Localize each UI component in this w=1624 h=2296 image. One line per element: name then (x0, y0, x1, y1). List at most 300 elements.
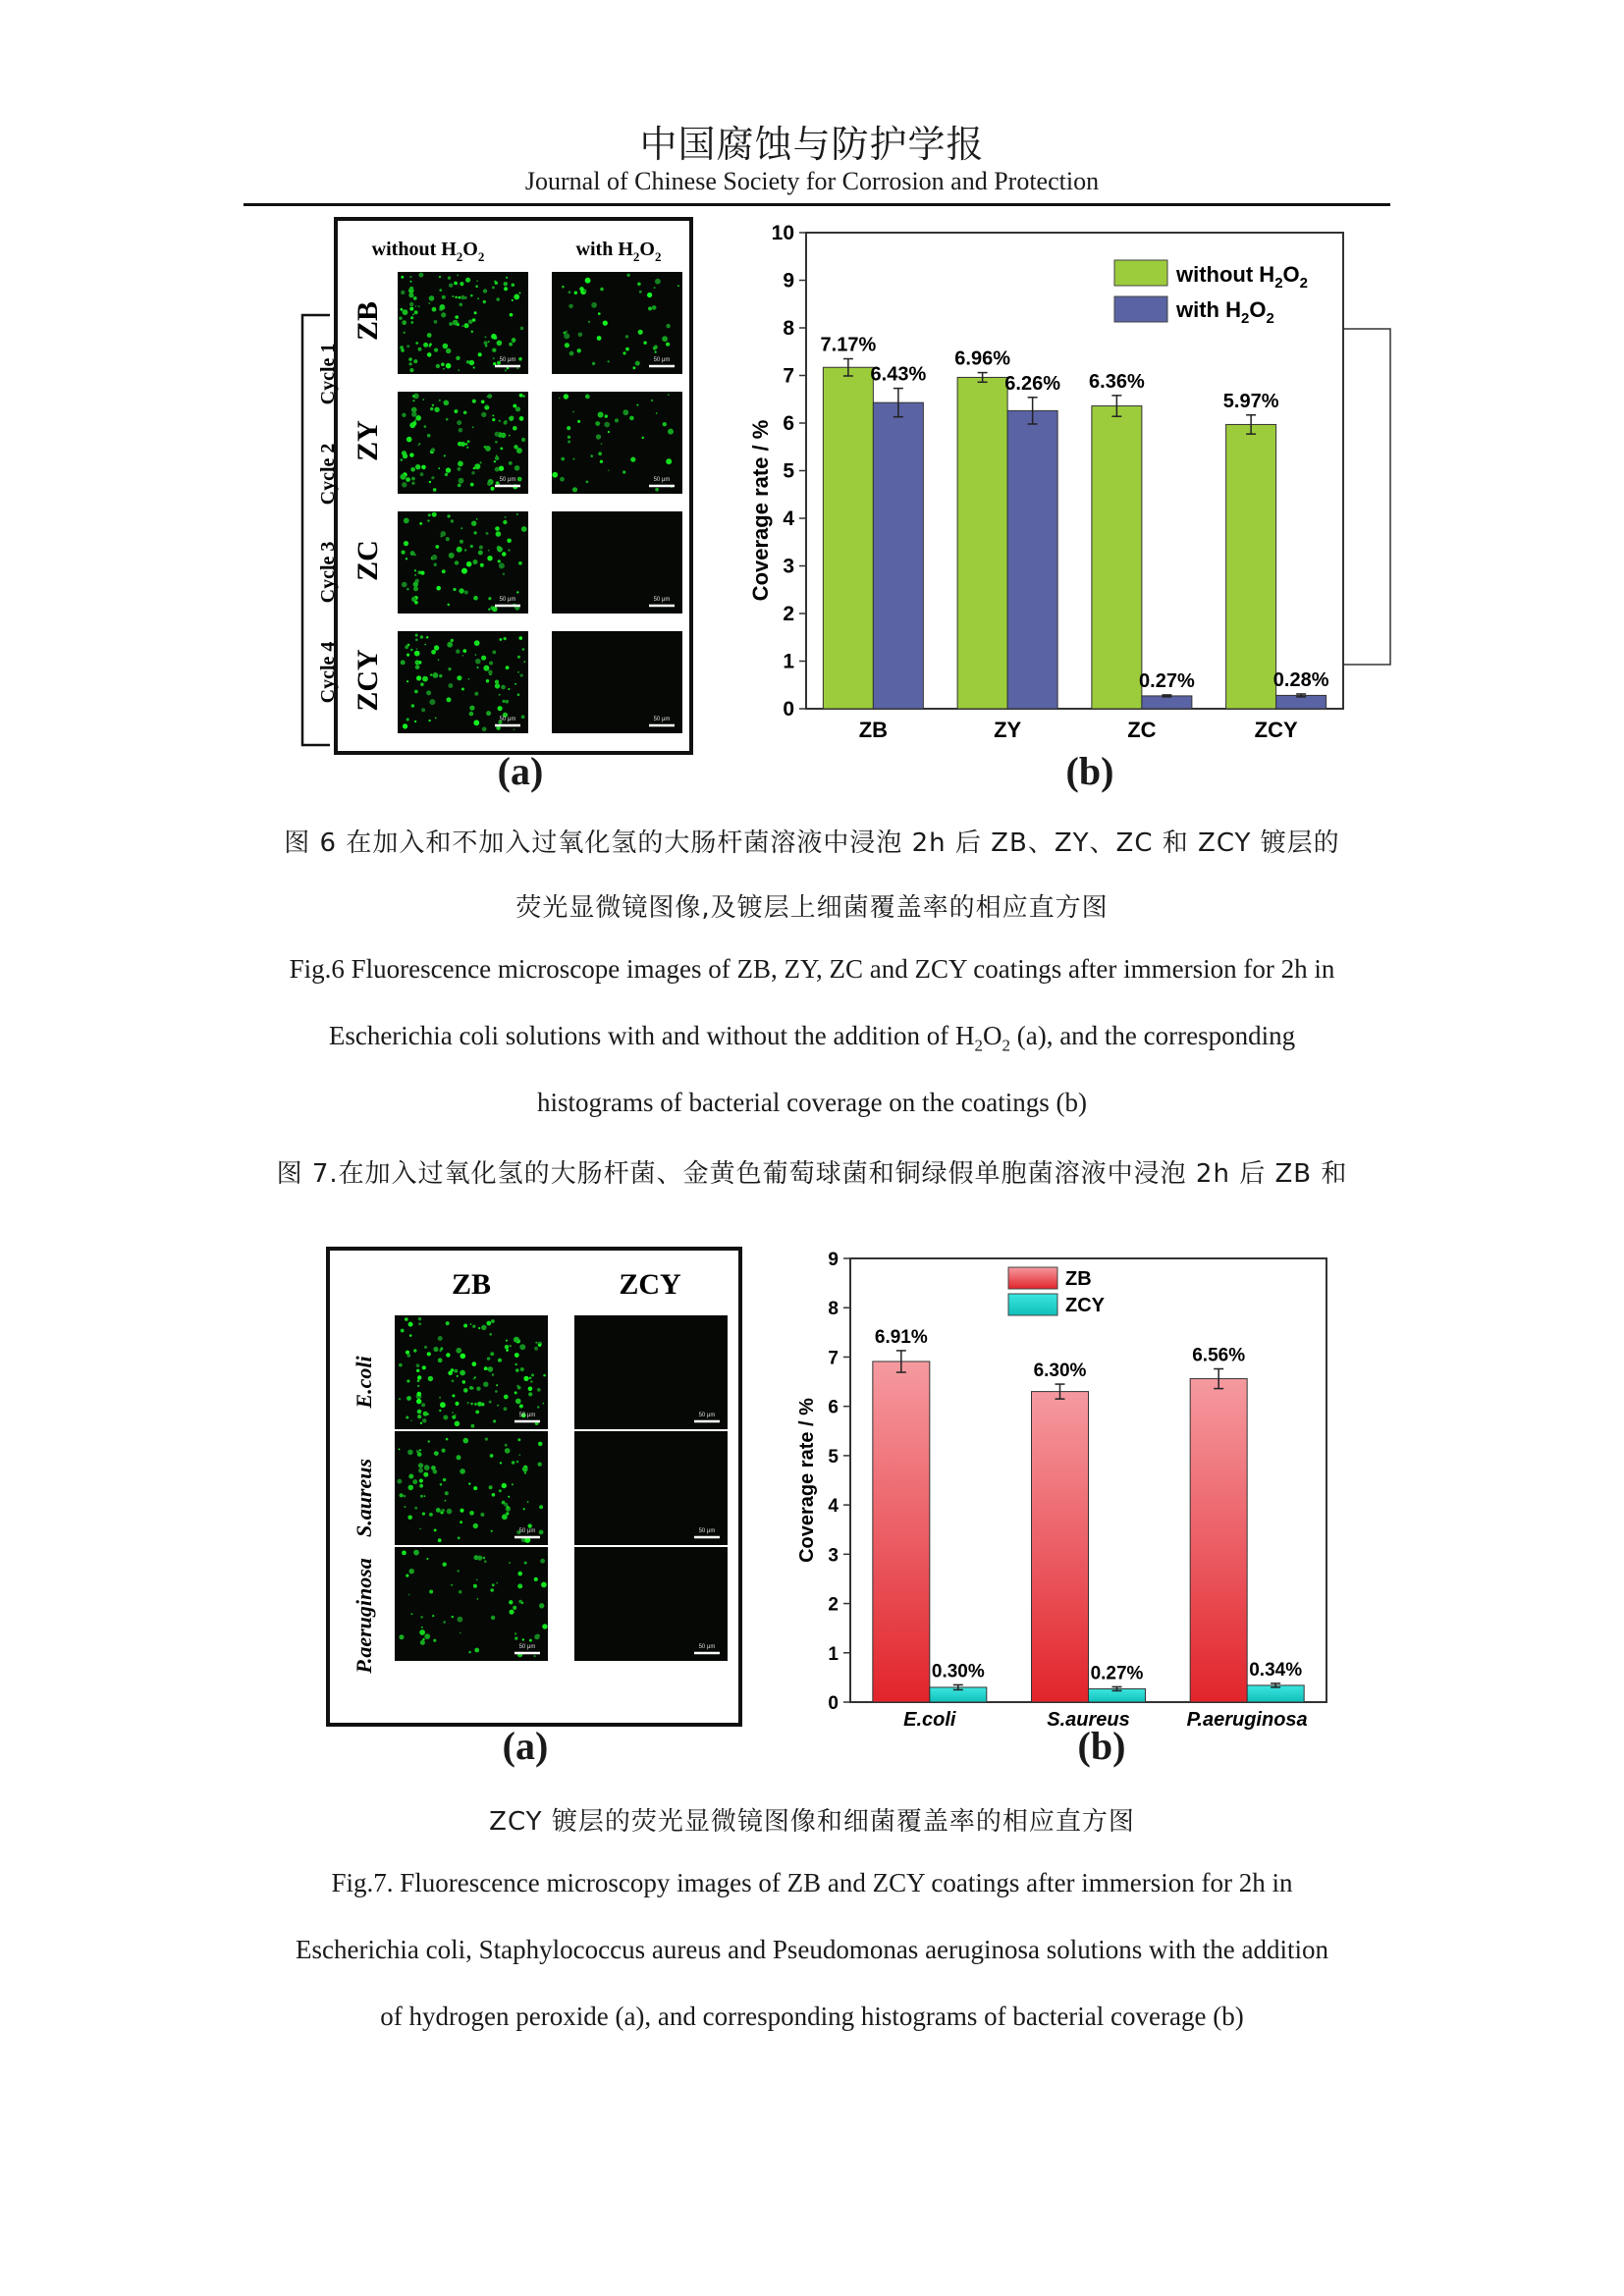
bacteria-dot (499, 420, 501, 422)
bacteria-dot (451, 639, 454, 642)
bacteria-dot (465, 443, 467, 445)
bacteria-dot (503, 700, 506, 703)
bacteria-dot (441, 362, 445, 366)
bacteria-dot (431, 448, 435, 452)
bacteria-dot (446, 1321, 450, 1325)
bacteria-dot (462, 649, 466, 653)
data-label: 6.56% (1192, 1345, 1246, 1366)
bacteria-dot (481, 1403, 485, 1407)
fig7-panel-a-label: (a) (502, 1724, 549, 1768)
bacteria-dot (528, 1392, 532, 1396)
y-tick-label: 10 (771, 222, 794, 244)
bar-with-h2o2 (1142, 696, 1192, 709)
x-category-label: E.coli (903, 1709, 956, 1731)
bacteria-dot (492, 607, 498, 613)
bacteria-dot (409, 453, 413, 456)
bacteria-dot (509, 1562, 511, 1564)
bacteria-dot (495, 456, 499, 460)
bacteria-dot (459, 478, 464, 484)
y-tick-label: 8 (783, 317, 794, 340)
bacteria-dot (434, 407, 439, 412)
bar-with-h2o2 (873, 402, 923, 709)
bar-zb (1190, 1379, 1247, 1702)
bacteria-dot (415, 665, 420, 669)
bacteria-dot (399, 1449, 401, 1451)
journal-title-en: Journal of Chinese Society for Corrosion and Protection (524, 167, 1100, 195)
bacteria-dot (515, 1363, 517, 1365)
bacteria-dot (485, 446, 491, 452)
bacteria-dot (424, 644, 426, 646)
bacteria-dot (564, 394, 568, 399)
bacteria-dot (648, 306, 652, 310)
y-tick-label: 1 (783, 650, 794, 673)
bar-zb (873, 1362, 930, 1702)
bacteria-dot (534, 1655, 536, 1657)
bacteria-dot (522, 1638, 524, 1640)
bacteria-dot (444, 400, 450, 406)
bacteria-dot (521, 715, 525, 719)
bacteria-dot (605, 414, 608, 417)
bacteria-dot (453, 588, 456, 591)
bacteria-dot (523, 1508, 525, 1510)
bacteria-dot (419, 1629, 425, 1635)
bacteria-dot (512, 284, 515, 288)
bacteria-dot (470, 483, 474, 487)
bar-without-h2o2 (957, 377, 1007, 709)
bacteria-dot (499, 694, 501, 696)
bacteria-dot (443, 1563, 447, 1567)
bacteria-dot (413, 582, 418, 587)
bacteria-dot (429, 1513, 433, 1517)
bacteria-dot (490, 1588, 494, 1592)
bacteria-dot (414, 574, 416, 576)
bacteria-dot (401, 474, 406, 480)
bacteria-dot (503, 573, 505, 575)
bacteria-dot (496, 1582, 498, 1584)
bacteria-dot (460, 1632, 461, 1634)
bacteria-dot (458, 1570, 460, 1572)
bacteria-dot (414, 721, 416, 722)
bacteria-dot (468, 1482, 470, 1484)
scale-bar-label: 50 μm (499, 357, 516, 363)
bacteria-dot (578, 333, 583, 338)
bacteria-dot (435, 545, 439, 549)
bacteria-dot (440, 1347, 443, 1350)
y-tick-label: 5 (783, 459, 794, 483)
bacteria-dot (482, 727, 487, 732)
bacteria-dot (505, 1448, 511, 1454)
bacteria-dot (420, 1422, 422, 1424)
bacteria-dot (410, 551, 415, 556)
bacteria-dot (438, 1538, 442, 1542)
bacteria-dot (506, 700, 510, 704)
bacteria-dot (432, 555, 438, 561)
bacteria-dot (456, 1348, 461, 1354)
bacteria-dot (595, 421, 600, 426)
y-tick-label: 1 (828, 1643, 839, 1665)
bacteria-dot (474, 311, 477, 314)
scale-bar-label: 50 μm (653, 717, 671, 722)
bacteria-dot (427, 519, 429, 521)
bacteria-dot (504, 637, 507, 640)
fig7-col-zcy: ZCY (619, 1268, 681, 1301)
bacteria-dot (408, 293, 413, 297)
bacteria-dot (474, 1648, 479, 1653)
bacteria-dot (615, 418, 619, 422)
bacteria-dot (421, 465, 426, 470)
bacteria-dot (406, 718, 409, 721)
bacteria-dot (487, 482, 491, 486)
bacteria-dot (458, 467, 461, 471)
bacteria-dot (495, 526, 500, 531)
x-category-label: S.aureus (1047, 1709, 1130, 1731)
bacteria-dot (445, 1500, 447, 1502)
bacteria-dot (515, 1399, 521, 1405)
bacteria-dot (403, 454, 407, 458)
bacteria-dot (447, 1509, 453, 1515)
bacteria-dot (408, 1594, 410, 1596)
bacteria-dot (454, 282, 458, 286)
bacteria-dot (401, 660, 406, 665)
bacteria-dot (513, 404, 516, 408)
data-label: 7.17% (820, 334, 877, 356)
bacteria-dot (476, 1387, 480, 1391)
bacteria-dot (489, 1333, 492, 1336)
bacteria-dot (514, 1632, 516, 1634)
bacteria-dot (492, 651, 496, 655)
data-label: 6.96% (954, 347, 1010, 370)
y-tick-label: 6 (783, 412, 794, 435)
bacteria-dot (473, 366, 475, 368)
bacteria-dot (443, 344, 449, 349)
bacteria-dot (465, 278, 470, 283)
bacteria-dot (471, 521, 476, 526)
bacteria-dot (542, 1403, 544, 1405)
bacteria-dot (489, 1485, 493, 1489)
bacteria-dot (434, 1451, 439, 1456)
bacteria-dot (662, 336, 668, 342)
bacteria-dot (493, 362, 496, 365)
bacteria-dot (488, 609, 490, 611)
bacteria-dot (436, 364, 440, 368)
bacteria-dot (508, 688, 510, 690)
bacteria-dot (410, 281, 412, 283)
bacteria-dot (474, 531, 477, 534)
bacteria-dot (399, 1398, 401, 1400)
bacteria-dot (460, 527, 462, 529)
bacteria-dot (415, 464, 420, 469)
bacteria-dot (432, 404, 434, 406)
bacteria-dot (572, 458, 574, 460)
bacteria-dot (433, 1347, 438, 1352)
scale-bar-label: 50 μm (518, 1528, 536, 1534)
bacteria-dot (406, 1575, 408, 1577)
bacteria-dot (423, 1472, 428, 1477)
bacteria-dot (401, 291, 405, 294)
bacteria-dot (500, 448, 503, 451)
bacteria-dot (447, 514, 450, 517)
bacteria-dot (529, 1377, 532, 1380)
bacteria-dot (408, 1485, 414, 1491)
bacteria-dot (449, 322, 453, 326)
bacteria-dot (666, 343, 670, 347)
bacteria-dot (452, 1379, 455, 1382)
bacteria-dot (436, 586, 441, 591)
bacteria-dot (668, 429, 674, 435)
bacteria-dot (529, 1639, 532, 1642)
bacteria-dot (474, 1376, 476, 1378)
bacteria-dot (415, 660, 420, 665)
bacteria-dot (652, 305, 657, 310)
bacteria-dot (579, 287, 583, 291)
bacteria-dot (524, 1471, 526, 1473)
bacteria-dot (635, 361, 640, 366)
x-category-label: ZY (994, 718, 1022, 742)
fig7-caption-cn-1: 图 7.在加入过氧化氢的大肠杆菌、金黄色葡萄球菌和铜绿假单胞菌溶液中浸泡 2h 后 ZB 和 (276, 1159, 1348, 1189)
bacteria-dot (436, 1508, 441, 1513)
bacteria-dot (441, 1509, 445, 1513)
bacteria-dot (467, 1402, 469, 1404)
bacteria-dot (608, 431, 610, 433)
x-category-label: P.aeruginosa (1186, 1709, 1308, 1731)
bacteria-dot (505, 1444, 508, 1447)
bacteria-dot (492, 1373, 494, 1375)
bacteria-dot (463, 411, 467, 415)
bacteria-dot (484, 1366, 488, 1370)
bacteria-dot (492, 1493, 496, 1497)
bacteria-dot (445, 1491, 449, 1495)
bacteria-dot (424, 1346, 427, 1349)
bacteria-dot (474, 463, 480, 469)
bacteria-dot (504, 1407, 508, 1411)
bacteria-dot (418, 1322, 421, 1325)
scale-bar-label: 50 μm (499, 597, 516, 603)
bacteria-dot (463, 296, 466, 299)
bacteria-dot (598, 312, 601, 315)
data-label: 6.91% (874, 1326, 928, 1348)
bacteria-dot (568, 304, 573, 309)
x-category-label: ZCY (1254, 718, 1298, 742)
cycle-label-4: Cycle 4 (317, 641, 339, 704)
bacteria-dot (427, 333, 432, 338)
bacteria-dot (411, 482, 414, 485)
bacteria-dot (443, 368, 445, 370)
bacteria-dot (486, 532, 489, 535)
bacteria-dot (487, 394, 492, 399)
bacteria-dot (501, 433, 507, 439)
bacteria-dot (440, 304, 446, 310)
bacteria-dot (473, 1523, 478, 1528)
bacteria-dot (572, 487, 577, 492)
bacteria-dot (442, 1449, 446, 1453)
bacteria-dot (508, 1496, 510, 1498)
bacteria-dot (401, 276, 404, 279)
bacteria-dot (490, 1352, 494, 1356)
bacteria-dot (418, 1468, 423, 1473)
bacteria-dot (534, 1634, 539, 1639)
bacteria-dot (413, 1550, 419, 1556)
bacteria-dot (473, 1486, 477, 1490)
row-label-zy: ZY (352, 420, 384, 461)
bacteria-dot (409, 302, 413, 306)
bacteria-dot (625, 347, 629, 351)
bacteria-dot (473, 720, 479, 725)
bacteria-dot (489, 662, 493, 666)
y-tick-label: 4 (828, 1496, 839, 1518)
bacteria-dot (442, 295, 446, 299)
bacteria-dot (585, 278, 591, 284)
bacteria-dot (520, 1367, 524, 1371)
bacteria-dot (512, 1483, 514, 1485)
bacteria-dot (478, 352, 482, 356)
bacteria-dot (446, 1353, 450, 1357)
header-rule (244, 203, 1390, 206)
bacteria-dot (417, 1410, 422, 1415)
bacteria-dot (399, 1363, 403, 1367)
y-tick-label: 3 (783, 555, 794, 578)
bacteria-dot (434, 1529, 437, 1532)
bacteria-dot (455, 1402, 459, 1406)
bacteria-dot (591, 302, 597, 308)
bacteria-dot (434, 320, 438, 324)
bacteria-dot (520, 327, 524, 331)
bacteria-dot (406, 1351, 409, 1355)
bacteria-dot (458, 484, 461, 488)
bacteria-dot (420, 1495, 423, 1498)
bacteria-dot (462, 655, 464, 657)
bacteria-dot (476, 280, 478, 282)
bacteria-dot (473, 596, 478, 601)
bacteria-dot (490, 1454, 494, 1458)
bacteria-dot (509, 1610, 514, 1615)
bacteria-dot (483, 289, 487, 293)
bacteria-dot (519, 394, 523, 398)
bacteria-dot (499, 1489, 502, 1492)
bacteria-dot (451, 519, 454, 522)
bacteria-dot (416, 1363, 420, 1367)
bacteria-dot (475, 659, 481, 665)
bacteria-dot (459, 296, 461, 299)
bacteria-dot (422, 1365, 426, 1369)
bacteria-dot (449, 553, 455, 559)
bacteria-dot (428, 720, 430, 721)
bacteria-dot (439, 1397, 441, 1399)
y-tick-label: 7 (828, 1348, 839, 1369)
bacteria-dot (446, 1438, 449, 1441)
bacteria-dot (420, 1616, 423, 1619)
bacteria-dot (460, 303, 463, 307)
bacteria-dot (409, 362, 412, 365)
bacteria-dot (469, 712, 474, 717)
bacteria-dot (448, 604, 451, 607)
bacteria-dot (585, 395, 590, 400)
bacteria-dot (401, 308, 404, 311)
bacteria-dot (417, 1392, 422, 1397)
bacteria-dot (428, 513, 431, 516)
bacteria-dot (445, 473, 448, 476)
bacteria-dot (560, 477, 565, 482)
bacteria-dot (481, 400, 485, 404)
bacteria-dot (414, 601, 418, 605)
bacteria-dot (528, 1387, 533, 1392)
scale-bar-label: 50 μm (518, 1644, 536, 1650)
bar-without-h2o2 (1092, 406, 1142, 709)
bacteria-dot (427, 352, 432, 357)
bacteria-dot (448, 276, 451, 279)
bacteria-dot (481, 412, 486, 417)
bacteria-dot (514, 1337, 519, 1343)
bacteria-dot (406, 588, 409, 591)
bacteria-dot (486, 1321, 491, 1326)
bacteria-dot (473, 1584, 477, 1588)
bacteria-dot (420, 472, 424, 476)
bacteria-dot (410, 1419, 412, 1421)
bacteria-dot (414, 651, 420, 657)
bacteria-dot (446, 467, 451, 472)
bacteria-dot (459, 428, 463, 433)
fig7-row-saureus: S.aureus (352, 1458, 376, 1538)
bacteria-dot (464, 590, 468, 594)
bacteria-dot (502, 1514, 508, 1520)
bacteria-dot (668, 394, 670, 396)
bacteria-dot (535, 1342, 537, 1344)
bacteria-dot (409, 307, 413, 311)
bacteria-dot (505, 516, 507, 518)
bacteria-dot (492, 348, 496, 352)
fig7-panel-b-label: (b) (1077, 1724, 1126, 1768)
bacteria-dot (455, 296, 457, 298)
bacteria-dot (495, 467, 500, 472)
bacteria-dot (486, 711, 491, 716)
legend-swatch-without (1114, 260, 1167, 286)
bacteria-dot (480, 1513, 484, 1517)
bacteria-dot (572, 411, 574, 413)
bacteria-dot (561, 457, 565, 461)
bacteria-dot (452, 1616, 454, 1618)
bacteria-dot (400, 458, 403, 461)
bacteria-dot (430, 407, 433, 410)
bacteria-dot (459, 1590, 462, 1594)
bacteria-dot (458, 1617, 463, 1623)
bacteria-dot (411, 1613, 413, 1615)
bacteria-dot (496, 531, 502, 537)
fig7-caption-en-3: of hydrogen peroxide (a), and corresponding histograms of bacterial coverage (b) (380, 2002, 1244, 2031)
bacteria-dot (397, 1479, 402, 1484)
bacteria-dot (486, 679, 489, 682)
bacteria-dot (600, 288, 604, 292)
bacteria-dot (509, 461, 513, 465)
bacteria-dot (413, 586, 418, 591)
bacteria-dot (513, 340, 515, 343)
bacteria-dot (485, 1438, 488, 1441)
bacteria-dot (517, 1572, 522, 1576)
legend-swatch-zb (1008, 1267, 1057, 1289)
bacteria-dot (410, 316, 413, 319)
bacteria-dot (468, 678, 470, 680)
bacteria-dot (519, 416, 524, 421)
bacteria-dot (463, 1438, 469, 1444)
bacteria-dot (441, 312, 446, 317)
scale-bar-label: 50 μm (698, 1413, 716, 1418)
bacteria-dot (428, 1440, 430, 1442)
bacteria-dot (456, 356, 460, 360)
y-tick-label: 7 (783, 364, 794, 388)
bacteria-dot (483, 666, 489, 671)
fig7-caption-en-2: Escherichia coli, Staphylococcus aureus and Pseudomonas aeruginosa solutions with the addition (295, 1935, 1329, 1964)
bacteria-dot (517, 1386, 521, 1390)
bacteria-dot (539, 1603, 544, 1608)
bacteria-dot (469, 360, 474, 365)
